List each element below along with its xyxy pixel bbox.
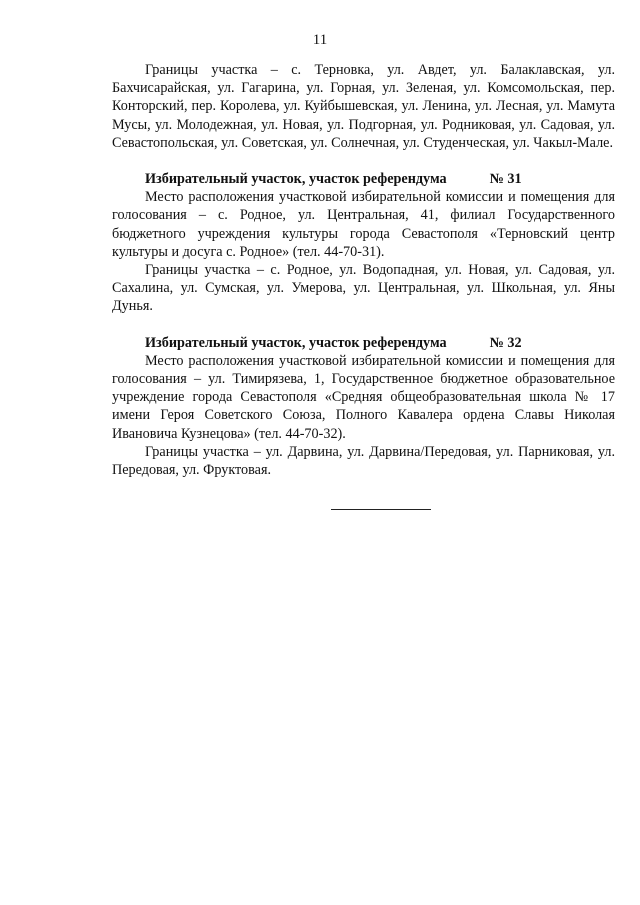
page-number: 11 [312,32,328,48]
section-32-location: Место расположения участковой избирательной комиссии и помещения для голосования – ул. Тимирязева, 1, Государственное бюджетное образовательное учреждение города Севастополя «Средняя общеобразовательная школа № 17 имени Героя Советского Союза, Полного Кавалера ордена Славы Николая Ивановича Кузнецова» (тел. 44-70-32). [112,352,615,442]
section-31-heading [112,170,615,188]
section-30-boundaries: Границы участка – с. Терновка, ул. Авдет, ул. Балаклавская, ул. Бахчисарайская, ул. Гагарина, ул. Горная, ул. Зеленая, ул. Комсомольская, пер. Конторский, пер. Королева, ул. Куйбышевская, ул. Ленина, ул. Лесная, ул. Мамута Мусы, ул. Молодежная, ул. Новая, ул. Подгорная, ул. Родниковая, ул. Садовая, ул. Севастопольская, ул. Советская, ул. Солнечная, ул. Студенческая, ул. Чакыл-Мале. [112,62,615,151]
spacer [112,152,615,170]
section-32-heading-text: Избирательный участок, участок референдума [145,334,447,351]
section-31-number: № 31 [489,171,522,188]
section-31-location: Место расположения участковой избирательной комиссии и помещения для голосования – с. Родное, ул. Центральная, 41, филиал Государственного бюджетного учреждения культуры города Севастополя «Терновский центр культуры и досуга с. Родное» (тел. 44-70-31). [112,189,615,260]
section-32-number: № 32 [489,334,522,351]
document-body [112,61,615,479]
section-31-boundaries: Границы участка – с. Родное, ул. Водопадная, ул. Новая, ул. Садовая, ул. Сахалина, ул. Сумская, ул. Умерова, ул. Центральная, ул. Школьная, ул. Яны Дунья. [112,262,615,315]
section-32-boundaries: Границы участка – ул. Дарвина, ул. Дарвина/Передовая, ул. Парниковая, ул. Передовая, ул. Фруктовая. [112,443,615,479]
section-32-heading [112,334,615,352]
end-divider-line [331,509,431,510]
spacer [112,316,615,334]
section-31-heading-text: Избирательный участок, участок референдума [145,171,447,188]
